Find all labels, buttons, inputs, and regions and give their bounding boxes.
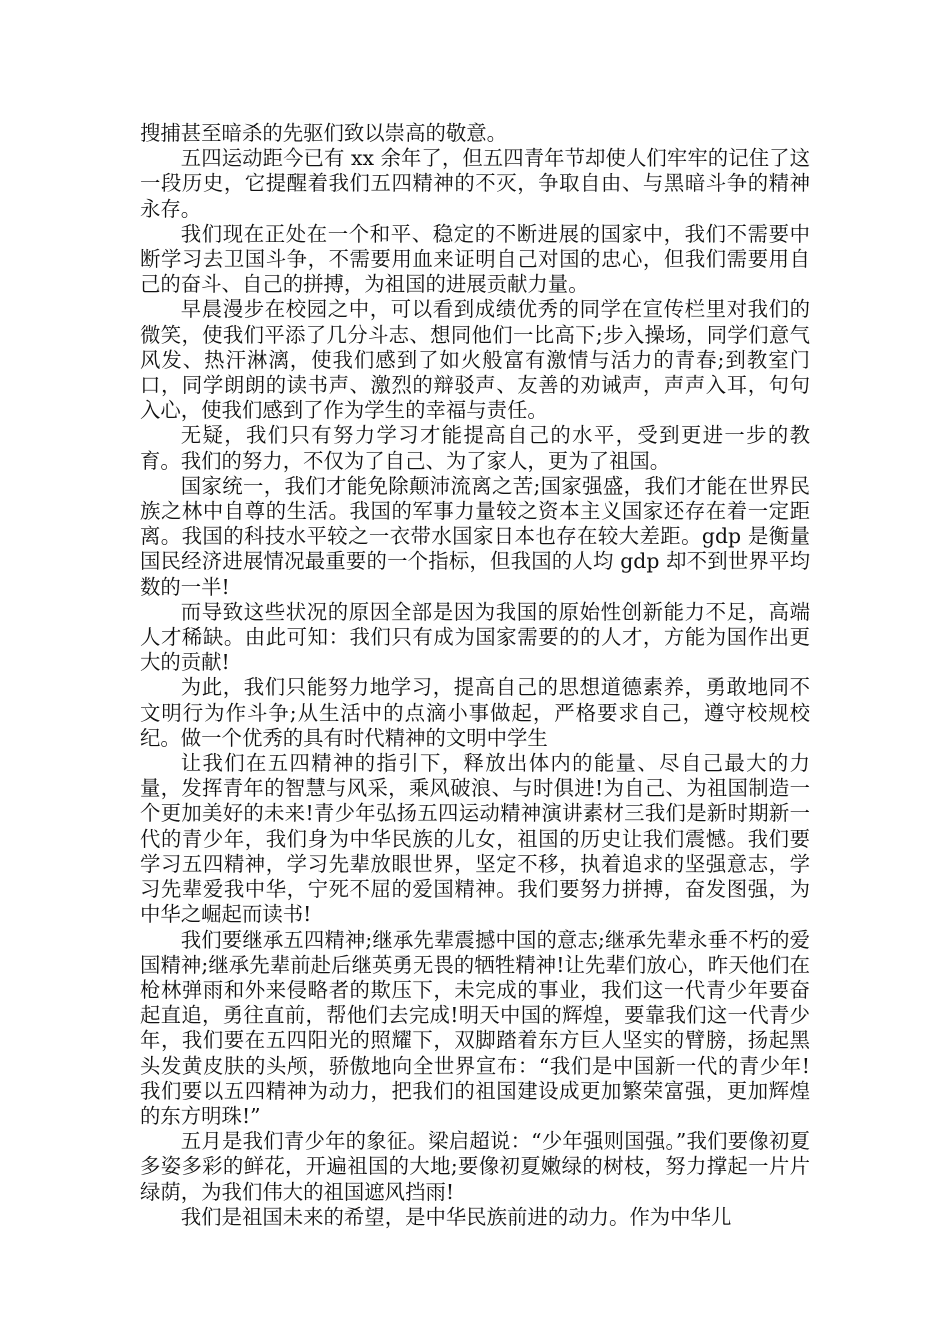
paragraph: 我们现在正处在一个和平、稳定的不断进展的国家中，我们不需要中断学习去卫国斗争，不需要用血来证明自己对国的忠心，但我们需要用自己的奋斗、自己的拼搏，为祖国的进展贡献力量。 <box>140 221 810 297</box>
paragraph: 而导致这些状况的原因全部是因为我国的原始性创新能力不足，高端人才稀缺。由此可知：我们只有成为国家需要的的人才，方能为国作出更大的贡献! <box>140 599 810 675</box>
paragraph: 五四运动距今已有 xx 余年了，但五四青年节却使人们牢牢的记住了这一段历史，它提醒着我们五四精神的不灭，争取自由、与黑暗斗争的精神永存。 <box>140 146 810 221</box>
paragraph: 五月是我们青少年的象征。梁启超说：“少年强则国强。”我们要像初夏多姿多彩的鲜花，开遍祖国的大地;要像初夏嫩绿的树枝，努力撑起一片片绿荫，为我们伟大的祖国遮风挡雨! <box>140 1129 810 1204</box>
paragraph: 国家统一，我们才能免除颠沛流离之苦;国家强盛，我们才能在世界民族之林中自尊的生活。我国的军事力量较之资本主义国家还存在着一定距离。我国的科技水平较之一衣带水国家日本也存在较大差距。gdp 是衡量国民经济进展情况最重要的一个指标，但我国的人均 gdp 却不到世界平均数的一半! <box>140 473 810 599</box>
paragraph: 我们是祖国未来的希望，是中华民族前进的动力。作为中华儿 <box>180 1204 732 1229</box>
paragraph: 搜捕甚至暗杀的先驱们致以崇高的敬意。 <box>140 121 508 145</box>
paragraph: 早晨漫步在校园之中，可以看到成绩优秀的同学在宣传栏里对我们的微笑，使我们平添了几分斗志、想同他们一比高下;步入操场，同学们意气风发、热汗淋漓，使我们感到了如火般富有激情与活力的青春;到教室门口，同学朗朗的读书声、激烈的辩驳声、友善的劝诫声，声声入耳，句句入心，使我们感到了作为学生的幸福与责任。 <box>140 297 810 423</box>
document-body <box>140 121 810 1230</box>
paragraph: 无疑，我们只有努力学习才能提高自己的水平，受到更进一步的教育。我们的努力，不仅为了自己、为了家人，更为了祖国。 <box>140 423 810 473</box>
paragraph: 让我们在五四精神的指引下，释放出体内的能量、尽自己最大的力量，发挥青年的智慧与风采，乘风破浪、与时俱进!为自己、为祖国制造一个更加美好的未来!青少年弘扬五四运动精神演讲素材三我们是新时期新一代的青少年，我们身为中华民族的儿女，祖国的历史让我们震憾。我们要学习五四精神，学习先辈放眼世界，坚定不移，执着追求的坚强意志，学习先辈爱我中华，宁死不屈的爱国精神。我们要努力拼搏，奋发图强，为中华之崛起而读书! <box>140 751 810 927</box>
paragraph: 为此，我们只能努力地学习，提高自己的思想道德素养，勇敢地同不文明行为作斗争;从生活中的点滴小事做起，严格要求自己，遵守校规校纪。做一个优秀的具有时代精神的文明中学生 <box>140 675 810 750</box>
paragraph: 我们要继承五四精神;继承先辈震撼中国的意志;继承先辈永垂不朽的爱国精神;继承先辈前赴后继英勇无畏的牺牲精神!让先辈们放心，昨天他们在枪林弹雨和外来侵略者的欺压下，未完成的事业，我们这一代青少年要奋起直追，勇往直前，帮他们去完成!明天中国的辉煌，要靠我们这一代青少年，我们要在五四阳光的照耀下，双脚踏着东方巨人坚实的臂膀，扬起黑头发黄皮肤的头颅，骄傲地向全世界宣布：“我们是中国新一代的青少年!我们要以五四精神为动力，把我们的祖国建设成更加繁荣富强，更加辉煌的东方明珠!” <box>140 927 810 1128</box>
